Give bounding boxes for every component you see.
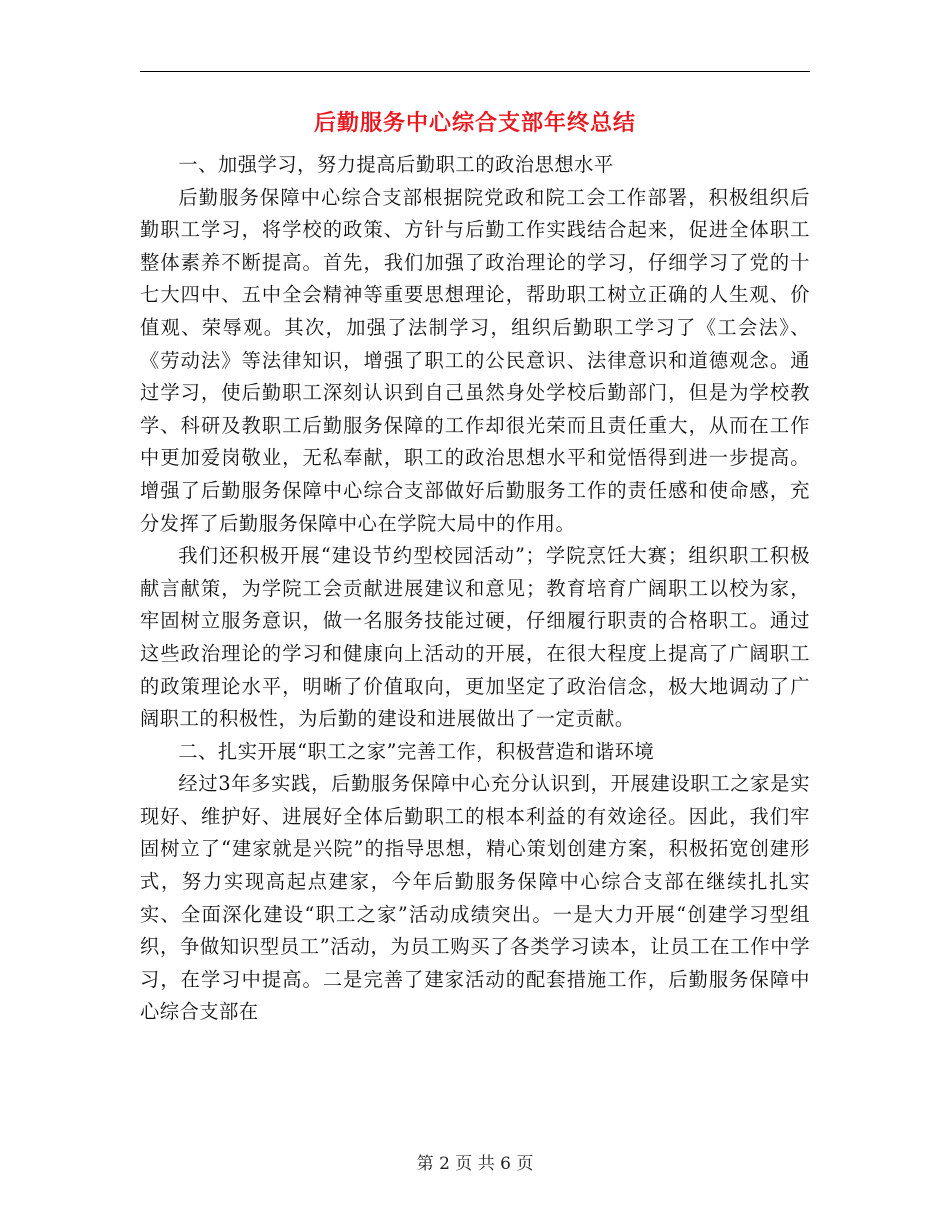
paragraph-3: 经过3年多实践，后勤服务保障中心充分认识到，开展建设职工之家是实现好、维护好、进展好全体后勤职工的根本利益的有效途径。因此，我们牢固树立了“建家就是兴院”的指导思想，精心策划创建方案，积极拓宽创建形式，努力实现高起点建家，今年后勤服务保障中心综合支部在继续扎扎实实、全面深化建设“职工之家”活动成绩突出。一是大力开展“创建学习型组织，争做知识型员工”活动，为员工购买了各类学习读本，让员工在工作中学习，在学习中提高。二是完善了建家活动的配套措施工作，后勤服务保障中心综合支部在 [140, 772, 810, 1024]
page-number: 第 2 页 共 6 页 [416, 1154, 534, 1174]
paragraph-1: 后勤服务保障中心综合支部根据院党政和院工会工作部署，积极组织后勤职工学习，将学校的政策、方针与后勤工作实践结合起来，促进全体职工整体素养不断提高。首先，我们加强了政治理论的学习，仔细学习了党的十七大四中、五中全会精神等重要思想理论，帮助职工树立正确的人生观、价值观、荣辱观。其次，加强了法制学习，组织后勤职工学习了《工会法》、《劳动法》等法律知识，增强了职工的公民意识、法律意识和道德观念。通过学习，使后勤职工深刻认识到自己虽然身处学校后勤部门，但是为学校教学、科研及教职工后勤服务保障的工作却很光荣而且责任重大，从而在工作中更加爱岗敬业，无私奉献，职工的政治思想水平和觉悟得到进一步提高。增强了后勤服务保障中心综合支部做好后勤服务工作的责任感和使命感，充分发挥了后勤服务保障中心在学院大局中的作用。 [140, 185, 810, 535]
paragraph-2: 我们还积极开展“建设节约型校园活动”；学院烹饪大赛；组织职工积极献言献策，为学院工会贡献进展建议和意见；教育培育广阔职工以校为家，牢固树立服务意识，做一名服务技能过硬，仔细履行职责的合格职工。通过这些政治理论的学习和健康向上活动的开展，在很大程度上提高了广阔职工的政策理论水平，明晰了价值取向，更加坚定了政治信念，极大地调动了广阔职工的积极性，为后勤的建设和进展做出了一定贡献。 [140, 544, 810, 731]
section-heading-2: 二、扎实开展“职工之家”完善工作，积极营造和谐环境 [178, 739, 655, 763]
document-title: 后勤服务中心综合支部年终总结 [313, 110, 636, 136]
document-body [140, 149, 810, 1029]
section-heading-1: 一、加强学习，努力提高后勤职工的政治思想水平 [178, 153, 614, 176]
header-rule [140, 71, 810, 72]
